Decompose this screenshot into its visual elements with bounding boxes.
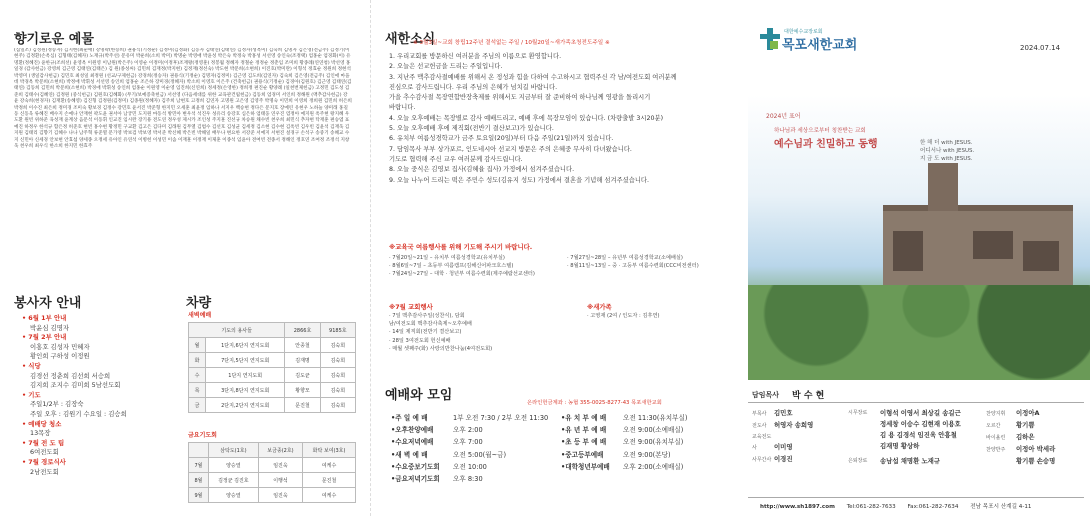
- volunteer-section: • 7월 2부 안내: [22, 333, 67, 342]
- news-item: 7. 담임목사 부부 상가포르, 인도네시아 선교지 방문은 주의 은혜중 무사히 다녀왔습니다.: [389, 145, 632, 153]
- table-cell: 문진철: [303, 473, 356, 488]
- theme-line2: 예수님과 친밀하고 동행: [774, 139, 878, 150]
- elder-label: 시무장로: [848, 410, 868, 416]
- staff-name: 김하은: [1016, 433, 1035, 441]
- elder-line: 이형석 이영서 최상길 송길근: [880, 409, 961, 417]
- vehicle-subtitle: 새벽예배: [188, 312, 212, 319]
- volunteer-line: 박윤심 김명자: [30, 323, 70, 332]
- news-item: 5. 오늘 오후예배 후에 제직회(전반기 결산보고)가 있습니다.: [389, 125, 554, 133]
- summer-item: · 7월20일~21일 – 유치부 여름성경학교(유치부실): [389, 255, 505, 261]
- newcomer-item: · 고영재 (2여 / 인도자 : 김후연): [587, 313, 660, 319]
- table-cell: 문진철: [285, 398, 320, 413]
- worship-time: 오후 7:00: [453, 438, 483, 447]
- vehicle-table: [188, 322, 356, 413]
- volunteer-section: • 7월 경로식사: [22, 457, 66, 466]
- table-row: [189, 338, 356, 353]
- table-cell: 7단지,5단지 연지도회: [206, 353, 285, 368]
- worship-item: [391, 473, 561, 485]
- elder-line: 김 용 김경석 임진욱 안흥철: [880, 431, 957, 439]
- staff-name: 이미영: [774, 443, 793, 451]
- summer-right: [567, 254, 726, 270]
- summer-item: · 7월24일~27일 – 대학 · 청년부 여름수련회(제주예람선교센터): [389, 271, 535, 278]
- table-cell: 김숙희: [320, 368, 355, 383]
- newcomer-title: ※새가족: [587, 303, 612, 311]
- volunteer-line: 주일 오후 : 김원기 수요일 : 김승희: [30, 409, 127, 418]
- staff-row: [752, 420, 848, 432]
- offering-text: (십일조) 김성원(정승자) 김지현(최순애) 강명곽(한승희) 권용식(기정순) 김정미(김정화) 김동자 김태연(김태연) 김정자(성옥미) 김숙희 김명자 김은영(전금주) 김정기(이현주) 김정환(손옥심) 김형태(김혜자) 노재규(박주선) 문유미 박운희(소희 박미) 박명순 박영애 박윤성 박은숙 박정숙 박홍성 서선영 송인숙(조정택) 엄홍순 엄경화(이) 유명환(정혜진) 윤한규(조희선) 윤영옥 이원영 이남원(박은주) 이영순 이정미(이정후)조재왕(정영훈) 정봉월 정혜자 정철순 정정순 정춘임 조미희 황종례(연연청) 박선영 홍일경 (감사헌금) 강영희 김근영 김태연(김태은) 김 원(종성씨) 김민희 김재정(박지현) 김정재(정선숙) 박도현 박문희(소현희) 이진호(박미란) 이형석 정효순 정원희 정현석 박영미 (생일감사헌금) 김민호 최성일 최정원 (선교/구제헌금) 강경희(정승자) 권용식(기정순) 김명자(김정미) 김근영 김도희(김연자) 김숙희 김은영(전금주) 김인애 마을데 박경옥 박문희(소현희) 박정애 박휘성 서선영 송인희 엄홍순 조은하 장미경(정혜자) 박소희 이영호 이은주 (건축헌금) 권용식(기정순) 김경아(김원호) 김근영 김태연(김태연) 김동희 김민희 박문희(소현희) 박경애 박휘성 송인희 엄홍순 이원영 이순영 임진희(신연희) 정세정(손영한) 정희정 편진순 황양례 (일천번제헌금) 고정민 김도성 김준희 김태수(김혜연) 김정원 (중식헌금) 김원호(김혜화) (무기/보예증축헌금) 서선영 (다음세대를 위한 교육관건립헌금) 김동희 엄경미 서인희 정해원 (맥추감사헌금) 강 윤 강숙희(현경자) 김재환(송혜영) 김진형 김정원(김정미) 김종원(정혜자) 김주희 남현호 고정희 김연자 고명원 고은영 김영주 박명숙 이민희 이영희 정희원 김민희 허은희 박정희 이수진 최은희 정미경 조미숙 황보경 김정수 강민호 윤서진 박준형 한지민 오세훈 최윤정 임하나 서지우 백승현 정다은 문지호 장예린 유현우 노하늘 양미래 홍길동 신동욱 류혜진 배수지 손예나 안재현 곽도윤 권서아 남궁민 도지원 마동석 방민아 변우석 석진우 성유리 송강호 심은하 엄태웅 연우진 염정아 예지원 옥주현 왕지혜 우도환 원빈 위하준 육성재 윤계상 음문석 이동휘 인교진 임시완 장기용 전도연 정우성 제시카 조인성 주지훈 진선규 차승원 채수빈 천우희 최민식 추자현 탁재훈 편승엽 표예진 하정우 한석규 함은정 허준호 현빈 홍수현 황정민 구교환 김고은 김다미 김래원 김무열 김범수 김선호 김성균 김세정 김소현 김수현 김옥빈 김우빈 김윤석 김재욱 김지원 김태리 김향기 김혜수 나나 남주혁 류준열 문가영 박보검 박보영 박서준 박신혜 박은빈 박해일 배두나 변요한 서강준 서예지 서현진 설경구 손석구 송중기 송혜교 수지 신민아 신세경 안보현 안효섭 양세종 오정세 유아인 유연석 이병헌 이성민 이솜 이재훈 이정재 이제훈 이종석 임윤아 전여빈 전종서 정해인 정호연 조여정 조정석 지창욱 천우희 최우식 한소희 한지민 한효주: [14, 48, 352, 150]
- worship-time: 오후 8:30: [453, 475, 483, 484]
- news-banner: ※ 3월3일~교회 창립12주년 결석없는 주일 / 10월20일~새가족초청전도주일 ※: [413, 40, 610, 46]
- bulletin-date: 2024.07.14: [1020, 44, 1061, 52]
- table-cell: 김숙희: [320, 338, 355, 353]
- summer-item: · 8월11일~13일 – 중 · 고등부 여름수련회(CCC비전센터): [567, 263, 699, 270]
- events-box: [389, 302, 589, 353]
- staff-role: 찬양반주: [986, 447, 1006, 453]
- newcomer-box: [587, 302, 707, 320]
- volunteer-section: • 기도: [22, 390, 41, 399]
- table-row: [189, 353, 356, 368]
- news-item: 4. 오늘 오후예배는 목장별로 감사 예배드리고, 예배 후에 목장모임이 있습니다. (차량출발 3시20분): [389, 114, 664, 122]
- volunteer-line: 김지희 조지수 김미희 5남선도회: [30, 381, 121, 390]
- table-cell: 3단지,8단지 연지도회: [206, 383, 285, 398]
- table-cell: 여케수: [303, 458, 356, 473]
- table-cell: 1단지,6단지 연지도회: [206, 338, 285, 353]
- table-cell: 1단지 연지도회: [206, 368, 285, 383]
- volunteer-line: 황인희 구하성 이정원: [30, 352, 90, 361]
- worship-time: 오전 9:00(유치부실): [623, 438, 684, 447]
- worship-name: •수요저녁예배: [391, 438, 434, 447]
- staff-role: 부목사: [752, 411, 767, 417]
- staff-row: [752, 454, 848, 466]
- volunteer-line: 이홍호 김성자 민혜자: [30, 342, 90, 351]
- events-list: [389, 312, 589, 353]
- staff-role: 교육전도사: [752, 434, 772, 451]
- worship-item: [391, 461, 561, 473]
- table-cell: 안종철: [285, 338, 320, 353]
- table-cell: 김도균: [285, 368, 320, 383]
- volunteer-section: • 식당: [22, 361, 41, 370]
- volunteer-line: 13목장: [30, 429, 51, 438]
- theme-sub-line: 어디서나 with JESUS.: [920, 148, 975, 154]
- volunteer-title: 봉사자 안내: [14, 296, 82, 311]
- news-item: 바랍니다.: [389, 104, 416, 112]
- table-cell: 화: [189, 353, 206, 368]
- vehicle-title: 차량: [186, 296, 212, 311]
- friday-table: [188, 442, 356, 503]
- table-cell: 금: [189, 398, 206, 413]
- table-cell: 화탁 보여(3호): [303, 443, 356, 458]
- worship-name: •오후찬양예배: [391, 426, 434, 435]
- table-cell: 월: [189, 338, 206, 353]
- worship-name: •수요중보기도회: [391, 462, 440, 471]
- website-link[interactable]: http://www.sh1897.com: [760, 504, 835, 510]
- summer-item: · 7월27일~28일 – 유년부 여름성경학교(소예배실): [567, 255, 683, 261]
- staff-name: 황기쁨: [1016, 421, 1035, 429]
- staff-row: [986, 432, 1086, 444]
- news-item: 1. 우리교회를 방문하신 여러분을 주님의 이름으로 환영합니다.: [389, 53, 562, 60]
- news-list: [389, 52, 719, 186]
- table-row: [189, 488, 356, 503]
- worship-name: •유 년 부 예 배: [561, 426, 607, 435]
- table-cell: 기도의 용사들: [189, 323, 285, 338]
- table-row: [189, 458, 356, 473]
- pastor-name: 박 수 현: [792, 391, 825, 401]
- volunteer-section: • 6월 1부 안내: [22, 314, 67, 322]
- event-item: · 28일 3여전도회 헌신예배: [389, 337, 451, 344]
- table-row: [189, 398, 356, 413]
- staff-row: [752, 432, 848, 454]
- table-cell: 목: [189, 383, 206, 398]
- staff-row: [986, 444, 1086, 456]
- footer: [748, 497, 1084, 515]
- summer-title: ※교육국 여름행사를 위해 기도해 주시기 바랍니다.: [389, 243, 533, 251]
- volunteer-line: 6여전도회: [30, 448, 59, 457]
- worship-item: [561, 436, 721, 448]
- news-item: 기도로 협력해 주신 교우 여러분께 감사드립니다.: [389, 155, 523, 163]
- theme-line1: 하나님과 세상으로부터 칭찬받는 교회: [774, 128, 866, 134]
- worship-left: [391, 412, 561, 485]
- volunteer-line: 주일1/2부 : 김장숙: [30, 400, 84, 409]
- news-item: 가을 추수감사절 목장연합반장축제를 위해서도 지금부터 잘 준비하여 하나님께 영광을 돌리시기: [389, 94, 651, 102]
- news-item: 2. 오늘은 선교헌금을 드리는 주일입니다.: [389, 63, 503, 71]
- staff-name: 황기쁨 손승명: [1016, 457, 1056, 465]
- news-item: 6. 유치부 여름성경학교가 금주 토요일(20일)부터 다음 주일(21일)까지 있습니다.: [389, 135, 614, 143]
- theme-sub-line: 지 금 도 with JESUS.: [920, 156, 973, 162]
- table-cell: 김숙희: [320, 398, 355, 413]
- theme-main: [774, 125, 878, 151]
- volunteer-section: • 7월 전 도 팀: [22, 438, 65, 447]
- table-cell: 김숙희: [320, 353, 355, 368]
- summer-left: [389, 254, 559, 279]
- table-cell: 임진욱: [258, 488, 302, 503]
- staff-row: [986, 420, 1086, 432]
- theme-sub: [920, 139, 974, 163]
- table-row: [189, 368, 356, 383]
- staff-col-a: [752, 408, 848, 466]
- summer-box: [389, 242, 719, 278]
- news-item: 3. 지난주 맥추감사절예배를 위해서 온 정성과 힘을 다하여 수고하시고 협력주신 각 남/여전도회 여러분께: [389, 73, 677, 81]
- staff-role: 사무간사: [752, 457, 772, 463]
- worship-item: [391, 449, 561, 461]
- account-info: 온라인헌금계좌 : 농협 355-0025-8277-43 목포새한교회: [527, 400, 662, 406]
- table-cell: [189, 443, 209, 458]
- table-cell: 김정균 김진호: [208, 473, 258, 488]
- table-cell: 8월: [189, 473, 209, 488]
- worship-name: •대학청년부예배: [561, 462, 610, 471]
- denomination-label: 대한예수교장로회: [784, 29, 823, 35]
- staff-name: 이정아 박세라: [1016, 445, 1056, 453]
- cover-image: [748, 95, 1090, 380]
- worship-name: •초 등 부 예 배: [561, 438, 607, 447]
- worship-time: 오후 2:00: [453, 426, 483, 435]
- worship-title: 예배와 모임: [385, 388, 453, 403]
- elder-line: 김재명 황상하: [880, 442, 920, 450]
- retired-line: 송남섭 채명환 노재규: [880, 457, 941, 465]
- event-item: 남/여전도회 맥추감사축제~오후예배: [389, 321, 472, 328]
- worship-item: [561, 412, 721, 424]
- table-cell: 임진욱: [258, 458, 302, 473]
- volunteer-list: [22, 314, 172, 514]
- worship-item: [391, 424, 561, 436]
- friday-subtitle: 금요기도회: [188, 432, 217, 439]
- table-cell: 2866호: [285, 323, 320, 338]
- news-item: 9. 오늘 나누어 드리는 떡은 주민수 성도(김유지 성도) 가정에서 결혼을 기념해 섬겨주셨습니다.: [389, 176, 650, 184]
- worship-name: •금요저녁기도회: [391, 475, 440, 484]
- worship-time: 오후 2:00(소예배실): [623, 462, 684, 471]
- offering-title: 향기로운 예물: [14, 32, 94, 47]
- table-cell: 2단지,2단지 연지도회: [206, 398, 285, 413]
- news-item: 진심으로 감사드립니다. 우리 주님의 은혜가 넘치길 바랍니다.: [389, 83, 558, 91]
- table-cell: 삼탁도(1호): [208, 443, 258, 458]
- table-cell: 여케수: [303, 488, 356, 503]
- event-item: · 7일 맥추감사주일(성찬식), 담회: [389, 313, 465, 319]
- worship-name: •중고등부예배: [561, 450, 604, 459]
- worship-time: 오전 9:00(본당): [623, 450, 671, 459]
- volunteer-line: 김경선 정춘희 김선희 서승희: [30, 371, 111, 380]
- table-cell: 7월: [189, 458, 209, 473]
- staff-role: 바이올린: [986, 435, 1006, 441]
- table-cell: 김숙희: [320, 383, 355, 398]
- table-row: [189, 383, 356, 398]
- table-cell: 9월: [189, 488, 209, 503]
- worship-item: [561, 461, 721, 473]
- events-title: ※7월 교회행사: [389, 303, 433, 311]
- worship-time: 오전 10:00: [453, 462, 487, 471]
- elder-line: 정세창 이승수 김현재 이용호: [880, 420, 961, 428]
- worship-right: [561, 412, 721, 473]
- worship-time: 오전 11:30(유치부실): [623, 414, 688, 422]
- table-cell: 김재명: [285, 353, 320, 368]
- staff-name: 허영자 송희영: [774, 421, 814, 429]
- staff-row: [986, 456, 1086, 467]
- worship-name: •유 치 부 예 배: [561, 414, 607, 422]
- staff-role: 찬양지휘: [986, 411, 1006, 417]
- table-cell: 보금종(2호): [258, 443, 302, 458]
- worship-time: 오전 5:00(월~금): [453, 450, 507, 459]
- table-row: [189, 443, 356, 458]
- theme-sub-line: 한 해 더 with JESUS.: [920, 140, 973, 146]
- worship-time: 1부 오전 7:30 / 2부 오전 11:30: [453, 414, 549, 422]
- table-cell: 양승열: [208, 488, 258, 503]
- staff-name: 이정아A: [1016, 409, 1040, 417]
- staff-role: 전도사: [752, 423, 767, 429]
- theme-year: 2024년 표어: [766, 113, 801, 120]
- pastor-label: 담임목사: [752, 391, 780, 399]
- table-cell: 이행석: [258, 473, 302, 488]
- event-item: · 14일 제직회(전반기 결산보고): [389, 329, 462, 336]
- church-name: 목포새한교회: [782, 38, 858, 53]
- retired-elder-label: 은퇴장로: [848, 458, 868, 464]
- worship-item: [391, 412, 561, 424]
- staff-name: 김민호: [774, 409, 793, 417]
- staff-row: [986, 408, 1086, 420]
- fax: Fax:061-282-7634: [907, 504, 959, 510]
- volunteer-section: • 예배당 청소: [22, 419, 62, 428]
- table-cell: 양승열: [208, 458, 258, 473]
- table-cell: 수: [189, 368, 206, 383]
- table-cell: 9185호: [320, 323, 355, 338]
- address: 전남 목포시 산계길 4-11: [970, 504, 1032, 510]
- table-row: [189, 323, 356, 338]
- worship-item: [561, 424, 721, 436]
- staff-name: 이경진: [774, 455, 793, 463]
- table-cell: 황향모: [285, 383, 320, 398]
- worship-name: •새 벽 예 배: [391, 450, 428, 459]
- trees: [748, 285, 1090, 380]
- worship-time: 오전 9:00(소예배실): [623, 426, 684, 435]
- news-column: [370, 0, 726, 516]
- worship-name: •주 일 예 배: [391, 414, 428, 422]
- staff-role: 오르간: [986, 423, 1001, 429]
- offering-column: [0, 0, 362, 516]
- staff-row: [752, 408, 848, 420]
- phone: Tel:061-282-7633: [846, 504, 896, 510]
- staff-col-c: [986, 408, 1086, 467]
- worship-item: [391, 436, 561, 448]
- event-item: · 매월 셋째주(화) 사랑의반찬나눔(4여전도회): [389, 345, 493, 352]
- news-item: 8. 오늘 중식은 김영보 집사(김혜율 집사) 가정에서 섬겨주셨습니다.: [389, 166, 575, 174]
- table-row: [189, 473, 356, 488]
- newcomer-list: [587, 312, 707, 320]
- worship-item: [561, 449, 721, 461]
- volunteer-line: 2남전도회: [30, 467, 59, 476]
- news-title: 새한소식: [385, 32, 436, 47]
- summer-item: · 8월6일~7일 – 초등부 여름캠프(김해신어파크호스텔): [389, 263, 514, 270]
- church-cross-icon: [760, 28, 780, 50]
